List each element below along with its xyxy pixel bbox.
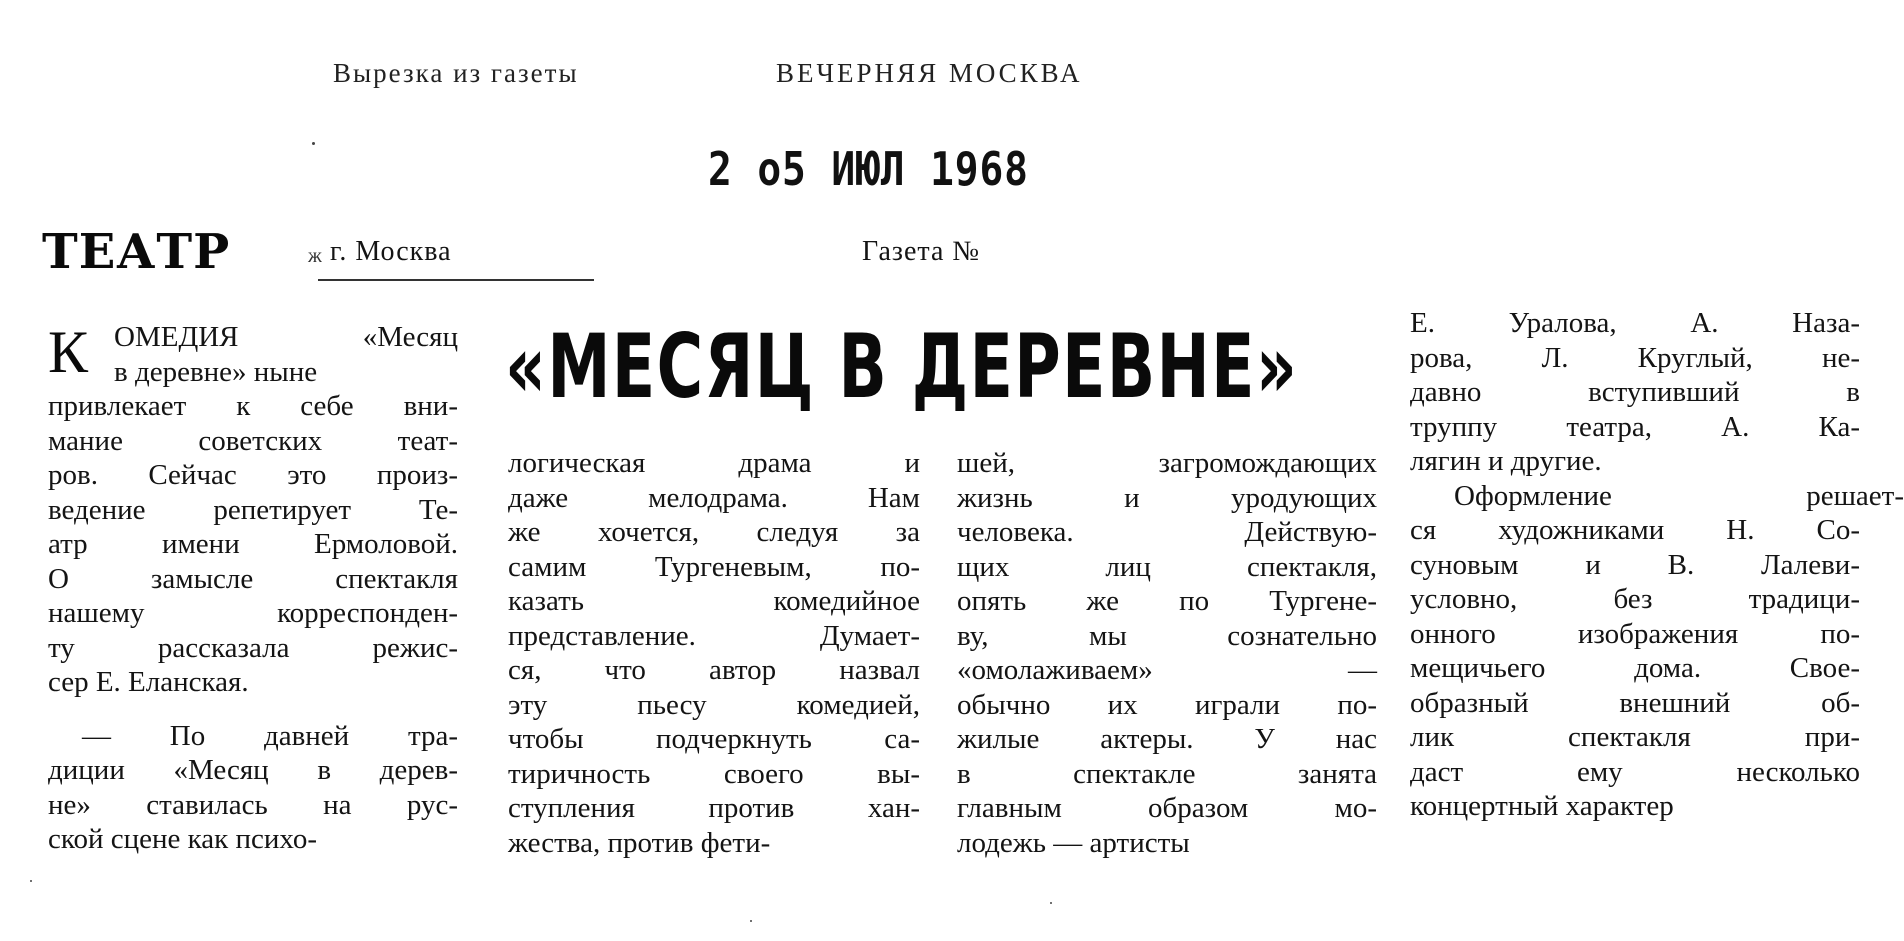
text-line: в спектакле занята — [957, 757, 1377, 790]
column-3-body — [957, 446, 1377, 860]
text-line: жества, против фети- — [508, 826, 771, 859]
text-line: мание советских теат- — [48, 424, 458, 457]
article-column-4 — [1410, 306, 1904, 824]
city-field: г. Москва — [330, 236, 452, 267]
text-line: привлекает к себе вни- — [48, 390, 458, 422]
column-2-body — [508, 446, 920, 860]
article-column-2 — [508, 446, 920, 860]
text-line: логическая драма и — [508, 447, 920, 479]
text-line: лик спектакля при- — [1410, 721, 1860, 753]
text-line: Е. Уралова, А. Наза- — [1410, 307, 1860, 339]
text-line: условно, без традици- — [1410, 583, 1860, 615]
text-line: жизнь и уродующих — [957, 481, 1377, 514]
text-line: ступления против хан- — [508, 792, 920, 824]
text-line: нашему корреспонден- — [48, 597, 458, 629]
paper-number-field: Газета № — [862, 236, 981, 267]
text-line: представление. Думает- — [508, 619, 920, 652]
text-line: казать комедийное — [508, 585, 920, 617]
column-1-lead — [48, 320, 458, 389]
text-line: же хочется, следуя за — [508, 516, 920, 548]
text-line: ся, что автор назвал — [508, 654, 920, 686]
text-line: ву, мы сознательно — [957, 619, 1377, 652]
text-line: тиричность своего вы- — [508, 757, 920, 790]
text-line: образный внешний об- — [1410, 686, 1860, 719]
text-line: концертный характер — [1410, 790, 1674, 822]
text-line: шей, загромождающих — [957, 447, 1377, 479]
text-line: рова, Л. Круглый, не- — [1410, 341, 1860, 374]
text-line: даже мелодрама. Нам — [508, 481, 920, 514]
column-4-paragraph-2 — [1410, 479, 1904, 824]
article-column-3 — [957, 446, 1377, 860]
text-line: опять же по Тургене- — [957, 585, 1377, 617]
column-4-body — [1410, 306, 1860, 479]
text-line: давно вступивший в — [1410, 376, 1860, 408]
text-line: мещичьего дома. Свое- — [1410, 652, 1860, 684]
city-underline — [318, 279, 594, 281]
text-line: человека. Действую- — [957, 516, 1377, 548]
paper-speck — [750, 920, 752, 922]
column-1-quote — [48, 719, 458, 857]
text-line: жилые актеры. У нас — [957, 723, 1377, 755]
text-line: сер Е. Еланская. — [48, 666, 249, 698]
text-line: ся художниками Н. Со- — [1410, 514, 1860, 546]
text-line: эту пьесу комедией, — [508, 688, 920, 721]
text-line: чтобы подчеркнуть са- — [508, 723, 920, 755]
text-line: не» ставилась на рус- — [48, 788, 458, 821]
paper-speck — [312, 142, 315, 145]
text-line: — По давней тра- — [82, 719, 458, 752]
article-headline: «МЕСЯЦ В ДЕРЕВНЕ» — [505, 315, 1299, 418]
column-1-body — [48, 389, 458, 700]
text-line: О замысле спектакля — [48, 562, 458, 595]
paper-speck — [30, 880, 32, 882]
text-line: онного изображения по- — [1410, 617, 1860, 650]
article-column-1 — [48, 320, 458, 857]
text-line: диции «Месяц в дерев- — [48, 754, 458, 786]
text-line: «омолаживаем» — — [957, 654, 1377, 686]
paper-speck — [1050, 902, 1052, 904]
text-line: лодежь — артисты — [957, 826, 1190, 859]
newspaper-name: ВЕЧЕРНЯЯ МОСКВА — [776, 58, 1083, 88]
rubric-title: ТЕАТР — [42, 224, 231, 280]
text-line: ведение репетирует Те- — [48, 493, 458, 526]
text-line: атр имени Ермоловой. — [48, 528, 458, 560]
text-line: ОМЕДИЯ «Месяц — [114, 321, 458, 353]
text-line: в деревне» ныне — [114, 355, 318, 388]
clipping-label: Вырезка из газеты — [333, 58, 579, 88]
text-line: лягин и другие. — [1410, 445, 1602, 477]
text-line: даст ему несколько — [1410, 755, 1860, 788]
text-line: ров. Сейчас это произ- — [48, 459, 458, 491]
text-line: главным образом мо- — [957, 792, 1377, 824]
text-line: ской сцене как психо- — [48, 823, 317, 855]
text-line: суновым и В. Лалеви- — [1410, 548, 1860, 581]
drop-cap: К — [48, 319, 89, 385]
text-line: обычно их играли по- — [957, 688, 1377, 721]
text-line: Оформление решает- — [1454, 479, 1904, 512]
ink-mark-icon: ж — [308, 245, 322, 267]
text-line: ту рассказала режис- — [48, 631, 458, 664]
text-line: труппу театра, А. Ка- — [1410, 410, 1860, 443]
date-stamp: 2 о5 ИЮЛ 1968 — [708, 142, 1029, 196]
text-line: самим Тургеневым, по- — [508, 550, 920, 583]
text-line: щих лиц спектакля, — [957, 550, 1377, 583]
